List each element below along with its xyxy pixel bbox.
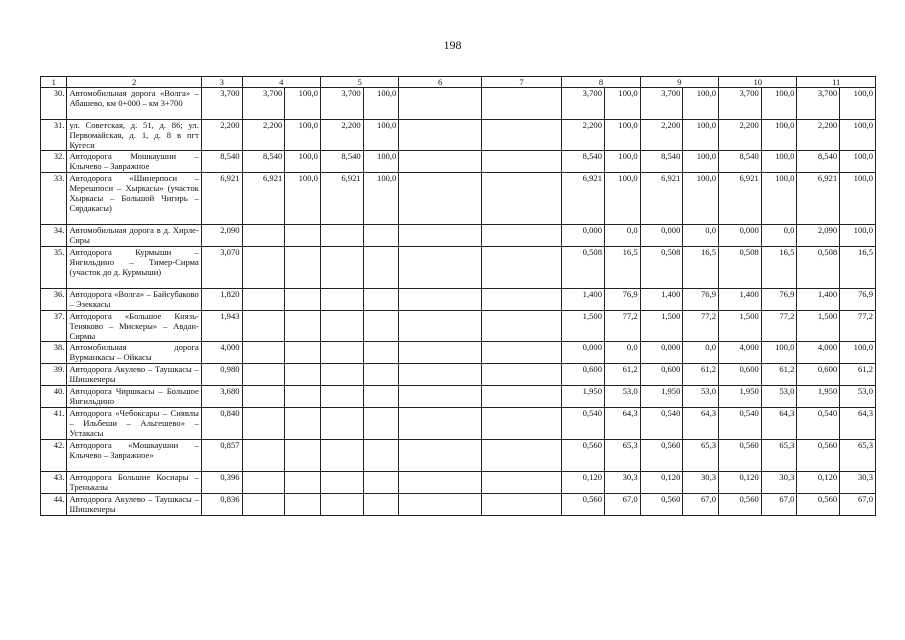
value-cell: 0,600 bbox=[562, 364, 605, 386]
value-cell: 100,0 bbox=[840, 88, 876, 120]
value-cell bbox=[242, 364, 285, 386]
value-cell: 3,700 bbox=[640, 88, 683, 120]
value-cell: 100,0 bbox=[363, 120, 399, 151]
road-name-cell: Автодорога «Большое Князь-Теняково – Мискеры» – Авдан-Сирмы bbox=[67, 311, 201, 342]
value-cell bbox=[320, 408, 363, 440]
value-cell: 0,508 bbox=[640, 247, 683, 289]
value-cell: 100,0 bbox=[285, 151, 321, 173]
value-cell: 16,5 bbox=[605, 247, 641, 289]
empty-cell bbox=[399, 151, 481, 173]
value-cell: 0,560 bbox=[719, 494, 762, 516]
value-cell bbox=[363, 311, 399, 342]
value-cell bbox=[320, 386, 363, 408]
value-cell: 64,3 bbox=[605, 408, 641, 440]
value-cell: 67,0 bbox=[683, 494, 719, 516]
value-cell: 2,090 bbox=[201, 225, 242, 247]
value-cell: 0,600 bbox=[640, 364, 683, 386]
empty-cell bbox=[399, 440, 481, 472]
empty-cell bbox=[399, 408, 481, 440]
value-cell: 1,950 bbox=[797, 386, 840, 408]
value-cell: 16,5 bbox=[840, 247, 876, 289]
empty-cell bbox=[481, 342, 561, 364]
value-cell bbox=[320, 472, 363, 494]
value-cell bbox=[242, 289, 285, 311]
row-index-cell: 39. bbox=[41, 364, 67, 386]
value-cell: 100,0 bbox=[363, 151, 399, 173]
empty-cell bbox=[481, 311, 561, 342]
value-cell: 100,0 bbox=[761, 120, 797, 151]
value-cell bbox=[285, 342, 321, 364]
table-row bbox=[41, 472, 876, 494]
value-cell bbox=[363, 289, 399, 311]
value-cell: 0,560 bbox=[797, 440, 840, 472]
row-index-cell: 31. bbox=[41, 120, 67, 151]
value-cell: 0,560 bbox=[562, 494, 605, 516]
empty-cell bbox=[481, 364, 561, 386]
header-cell: 11 bbox=[797, 77, 876, 88]
value-cell: 1,950 bbox=[562, 386, 605, 408]
row-index-cell: 38. bbox=[41, 342, 67, 364]
value-cell: 16,5 bbox=[683, 247, 719, 289]
value-cell: 61,2 bbox=[605, 364, 641, 386]
value-cell: 0,600 bbox=[719, 364, 762, 386]
value-cell bbox=[320, 364, 363, 386]
empty-cell bbox=[399, 386, 481, 408]
value-cell: 0,0 bbox=[683, 342, 719, 364]
value-cell: 1,400 bbox=[562, 289, 605, 311]
value-cell: 100,0 bbox=[285, 173, 321, 225]
value-cell: 2,200 bbox=[562, 120, 605, 151]
value-cell: 3,700 bbox=[320, 88, 363, 120]
value-cell: 1,500 bbox=[719, 311, 762, 342]
value-cell: 4,000 bbox=[201, 342, 242, 364]
header-cell: 5 bbox=[320, 77, 398, 88]
value-cell: 0,560 bbox=[719, 440, 762, 472]
value-cell: 0,540 bbox=[719, 408, 762, 440]
empty-cell bbox=[481, 440, 561, 472]
empty-cell bbox=[481, 88, 561, 120]
road-name-cell: Автодорога «Шинерпоси – Мерешпоси – Хыркасы» (участок Хыркасы – Большой Чигирь – Сярдакасы) bbox=[67, 173, 201, 225]
empty-cell bbox=[399, 225, 481, 247]
value-cell: 100,0 bbox=[840, 225, 876, 247]
value-cell bbox=[320, 440, 363, 472]
value-cell bbox=[285, 472, 321, 494]
empty-cell bbox=[481, 120, 561, 151]
value-cell: 0,120 bbox=[640, 472, 683, 494]
value-cell bbox=[320, 289, 363, 311]
value-cell: 0,980 bbox=[201, 364, 242, 386]
table-row bbox=[41, 289, 876, 311]
row-index-cell: 34. bbox=[41, 225, 67, 247]
value-cell bbox=[285, 225, 321, 247]
road-name-cell: Автодорога «Чебоксары – Сиявлы – Ильбеши – Альгешево» – Устакасы bbox=[67, 408, 201, 440]
value-cell: 0,840 bbox=[201, 408, 242, 440]
value-cell: 0,120 bbox=[562, 472, 605, 494]
value-cell bbox=[242, 440, 285, 472]
empty-cell bbox=[399, 289, 481, 311]
value-cell: 76,9 bbox=[840, 289, 876, 311]
value-cell: 67,0 bbox=[840, 494, 876, 516]
value-cell: 2,200 bbox=[719, 120, 762, 151]
table-row bbox=[41, 247, 876, 289]
value-cell: 8,540 bbox=[201, 151, 242, 173]
value-cell: 3,700 bbox=[201, 88, 242, 120]
value-cell: 2,200 bbox=[201, 120, 242, 151]
value-cell: 100,0 bbox=[683, 88, 719, 120]
header-cell: 9 bbox=[640, 77, 718, 88]
value-cell: 77,2 bbox=[761, 311, 797, 342]
empty-cell bbox=[481, 472, 561, 494]
empty-cell bbox=[481, 247, 561, 289]
header-cell: 8 bbox=[562, 77, 640, 88]
road-name-cell: Автодорога Чиршкасы – Большое Янгильдино bbox=[67, 386, 201, 408]
empty-cell bbox=[399, 120, 481, 151]
header-cell: 7 bbox=[481, 77, 561, 88]
value-cell: 6,921 bbox=[562, 173, 605, 225]
value-cell: 100,0 bbox=[683, 120, 719, 151]
road-name-cell: Автодорога Курмыши – Янгильдино – Тимер-Сирма (участок до д. Курмыши) bbox=[67, 247, 201, 289]
road-name-cell: Автодорога «Мошкаушни – Клычево – Завражное» bbox=[67, 440, 201, 472]
value-cell: 1,400 bbox=[719, 289, 762, 311]
value-cell: 3,700 bbox=[797, 88, 840, 120]
row-index-cell: 35. bbox=[41, 247, 67, 289]
table-row bbox=[41, 494, 876, 516]
value-cell: 100,0 bbox=[605, 88, 641, 120]
value-cell: 67,0 bbox=[605, 494, 641, 516]
road-name-cell: Автодорога Мошкаушни – Клычево – Завражное bbox=[67, 151, 201, 173]
value-cell: 0,120 bbox=[797, 472, 840, 494]
value-cell: 0,508 bbox=[797, 247, 840, 289]
value-cell bbox=[285, 408, 321, 440]
row-index-cell: 41. bbox=[41, 408, 67, 440]
value-cell: 0,560 bbox=[640, 440, 683, 472]
value-cell: 0,000 bbox=[640, 225, 683, 247]
header-row bbox=[41, 77, 876, 88]
value-cell: 53,0 bbox=[761, 386, 797, 408]
value-cell bbox=[242, 386, 285, 408]
value-cell bbox=[320, 225, 363, 247]
value-cell: 100,0 bbox=[605, 151, 641, 173]
value-cell: 2,090 bbox=[797, 225, 840, 247]
value-cell: 100,0 bbox=[605, 120, 641, 151]
value-cell: 6,921 bbox=[201, 173, 242, 225]
value-cell: 0,560 bbox=[640, 494, 683, 516]
row-index-cell: 44. bbox=[41, 494, 67, 516]
value-cell: 61,2 bbox=[840, 364, 876, 386]
value-cell: 16,5 bbox=[761, 247, 797, 289]
value-cell: 77,2 bbox=[683, 311, 719, 342]
road-name-cell: Автомобильная дорога Вурманкасы – Ойкасы bbox=[67, 342, 201, 364]
empty-cell bbox=[481, 173, 561, 225]
header-cell: 6 bbox=[399, 77, 481, 88]
value-cell: 100,0 bbox=[605, 173, 641, 225]
row-index-cell: 43. bbox=[41, 472, 67, 494]
empty-cell bbox=[481, 408, 561, 440]
value-cell: 8,540 bbox=[640, 151, 683, 173]
value-cell bbox=[285, 440, 321, 472]
table-row bbox=[41, 440, 876, 472]
value-cell: 30,3 bbox=[683, 472, 719, 494]
value-cell: 2,200 bbox=[640, 120, 683, 151]
value-cell: 1,400 bbox=[640, 289, 683, 311]
value-cell: 0,508 bbox=[719, 247, 762, 289]
value-cell: 3,700 bbox=[242, 88, 285, 120]
empty-cell bbox=[399, 311, 481, 342]
table-row bbox=[41, 88, 876, 120]
value-cell: 3,680 bbox=[201, 386, 242, 408]
value-cell: 8,540 bbox=[242, 151, 285, 173]
value-cell bbox=[320, 311, 363, 342]
value-cell bbox=[285, 289, 321, 311]
table-body bbox=[41, 88, 876, 516]
empty-cell bbox=[481, 386, 561, 408]
value-cell: 6,921 bbox=[640, 173, 683, 225]
value-cell: 100,0 bbox=[840, 342, 876, 364]
value-cell: 77,2 bbox=[840, 311, 876, 342]
empty-cell bbox=[481, 151, 561, 173]
value-cell: 61,2 bbox=[761, 364, 797, 386]
header-cell: 4 bbox=[242, 77, 320, 88]
value-cell: 8,540 bbox=[719, 151, 762, 173]
table-row bbox=[41, 364, 876, 386]
value-cell: 100,0 bbox=[840, 173, 876, 225]
value-cell: 3,700 bbox=[719, 88, 762, 120]
value-cell: 0,540 bbox=[640, 408, 683, 440]
table-row bbox=[41, 311, 876, 342]
value-cell bbox=[363, 440, 399, 472]
page-number: 198 bbox=[443, 38, 462, 52]
value-cell: 67,0 bbox=[761, 494, 797, 516]
value-cell: 6,921 bbox=[719, 173, 762, 225]
value-cell bbox=[363, 386, 399, 408]
value-cell: 0,000 bbox=[719, 225, 762, 247]
row-index-cell: 37. bbox=[41, 311, 67, 342]
value-cell bbox=[242, 247, 285, 289]
value-cell: 65,3 bbox=[761, 440, 797, 472]
header-cell: 3 bbox=[201, 77, 242, 88]
value-cell: 0,540 bbox=[797, 408, 840, 440]
value-cell: 100,0 bbox=[363, 173, 399, 225]
value-cell: 0,0 bbox=[605, 342, 641, 364]
value-cell: 2,200 bbox=[797, 120, 840, 151]
road-name-cell: Автодорога «Волга» – Байсубаково – Эзеккасы bbox=[67, 289, 201, 311]
empty-cell bbox=[481, 289, 561, 311]
table-row bbox=[41, 225, 876, 247]
row-index-cell: 30. bbox=[41, 88, 67, 120]
value-cell: 53,0 bbox=[605, 386, 641, 408]
value-cell bbox=[363, 247, 399, 289]
value-cell: 2,200 bbox=[242, 120, 285, 151]
value-cell: 1,500 bbox=[562, 311, 605, 342]
empty-cell bbox=[399, 342, 481, 364]
value-cell: 0,000 bbox=[640, 342, 683, 364]
value-cell: 1,500 bbox=[797, 311, 840, 342]
empty-cell bbox=[399, 247, 481, 289]
value-cell: 77,2 bbox=[605, 311, 641, 342]
value-cell: 30,3 bbox=[605, 472, 641, 494]
table-row bbox=[41, 342, 876, 364]
value-cell: 65,3 bbox=[683, 440, 719, 472]
value-cell: 0,836 bbox=[201, 494, 242, 516]
value-cell: 76,9 bbox=[683, 289, 719, 311]
value-cell bbox=[320, 247, 363, 289]
value-cell: 4,000 bbox=[797, 342, 840, 364]
value-cell bbox=[285, 364, 321, 386]
value-cell: 100,0 bbox=[363, 88, 399, 120]
row-index-cell: 33. bbox=[41, 173, 67, 225]
value-cell: 0,0 bbox=[605, 225, 641, 247]
road-name-cell: Автодорога Большие Косиары – Треньказы bbox=[67, 472, 201, 494]
value-cell: 1,500 bbox=[640, 311, 683, 342]
road-name-cell: Автомобильная дорога «Волга» – Абашево, км 0+000 – км 3+700 bbox=[67, 88, 201, 120]
value-cell: 30,3 bbox=[761, 472, 797, 494]
value-cell bbox=[363, 408, 399, 440]
value-cell: 6,921 bbox=[797, 173, 840, 225]
value-cell: 3,070 bbox=[201, 247, 242, 289]
table-row bbox=[41, 386, 876, 408]
value-cell bbox=[285, 247, 321, 289]
value-cell: 1,820 bbox=[201, 289, 242, 311]
value-cell: 61,2 bbox=[683, 364, 719, 386]
value-cell: 2,200 bbox=[320, 120, 363, 151]
value-cell: 0,0 bbox=[683, 225, 719, 247]
value-cell bbox=[320, 342, 363, 364]
value-cell: 0,0 bbox=[761, 225, 797, 247]
value-cell bbox=[363, 364, 399, 386]
empty-cell bbox=[399, 88, 481, 120]
roads-table bbox=[40, 76, 876, 516]
value-cell: 76,9 bbox=[761, 289, 797, 311]
header-cell: 2 bbox=[67, 77, 201, 88]
value-cell: 1,400 bbox=[797, 289, 840, 311]
value-cell: 100,0 bbox=[761, 151, 797, 173]
value-cell bbox=[363, 472, 399, 494]
value-cell bbox=[242, 472, 285, 494]
value-cell bbox=[285, 311, 321, 342]
value-cell: 8,540 bbox=[320, 151, 363, 173]
road-name-cell: Автодорога Акулево – Таушкасы – Шишкенеры bbox=[67, 494, 201, 516]
value-cell: 0,508 bbox=[562, 247, 605, 289]
road-name-cell: ул. Советская, д. 51, д. 86; ул. Первомайская, д. 1, д. 8 в пгт Кугеси bbox=[67, 120, 201, 151]
value-cell: 64,3 bbox=[840, 408, 876, 440]
table-row bbox=[41, 120, 876, 151]
value-cell: 8,540 bbox=[562, 151, 605, 173]
value-cell: 1,943 bbox=[201, 311, 242, 342]
road-name-cell: Автодорога Акулево – Таушкасы – Шишкенеры bbox=[67, 364, 201, 386]
value-cell: 6,921 bbox=[320, 173, 363, 225]
value-cell: 100,0 bbox=[840, 120, 876, 151]
empty-cell bbox=[399, 494, 481, 516]
value-cell: 53,0 bbox=[840, 386, 876, 408]
value-cell: 4,000 bbox=[719, 342, 762, 364]
row-index-cell: 42. bbox=[41, 440, 67, 472]
row-index-cell: 36. bbox=[41, 289, 67, 311]
value-cell: 0,000 bbox=[562, 342, 605, 364]
empty-cell bbox=[481, 225, 561, 247]
value-cell bbox=[285, 386, 321, 408]
value-cell bbox=[363, 494, 399, 516]
value-cell: 0,000 bbox=[562, 225, 605, 247]
value-cell: 1,950 bbox=[640, 386, 683, 408]
value-cell bbox=[242, 342, 285, 364]
value-cell bbox=[363, 225, 399, 247]
value-cell: 64,3 bbox=[683, 408, 719, 440]
value-cell: 1,950 bbox=[719, 386, 762, 408]
value-cell bbox=[285, 494, 321, 516]
value-cell: 100,0 bbox=[285, 88, 321, 120]
value-cell: 100,0 bbox=[683, 173, 719, 225]
value-cell: 65,3 bbox=[605, 440, 641, 472]
value-cell bbox=[320, 494, 363, 516]
value-cell bbox=[363, 342, 399, 364]
value-cell: 0,396 bbox=[201, 472, 242, 494]
row-index-cell: 32. bbox=[41, 151, 67, 173]
table-row bbox=[41, 408, 876, 440]
value-cell: 6,921 bbox=[242, 173, 285, 225]
value-cell: 65,3 bbox=[840, 440, 876, 472]
header-cell: 1 bbox=[41, 77, 67, 88]
value-cell: 0,120 bbox=[719, 472, 762, 494]
value-cell: 0,857 bbox=[201, 440, 242, 472]
value-cell bbox=[242, 408, 285, 440]
value-cell: 30,3 bbox=[840, 472, 876, 494]
value-cell: 3,700 bbox=[562, 88, 605, 120]
value-cell bbox=[242, 225, 285, 247]
value-cell: 8,540 bbox=[797, 151, 840, 173]
empty-cell bbox=[399, 173, 481, 225]
value-cell: 100,0 bbox=[683, 151, 719, 173]
empty-cell bbox=[399, 364, 481, 386]
value-cell bbox=[242, 311, 285, 342]
value-cell: 100,0 bbox=[761, 342, 797, 364]
value-cell: 100,0 bbox=[761, 88, 797, 120]
table-row bbox=[41, 173, 876, 225]
value-cell: 0,600 bbox=[797, 364, 840, 386]
value-cell: 0,540 bbox=[562, 408, 605, 440]
value-cell: 100,0 bbox=[840, 151, 876, 173]
value-cell: 76,9 bbox=[605, 289, 641, 311]
value-cell: 100,0 bbox=[285, 120, 321, 151]
value-cell: 0,560 bbox=[562, 440, 605, 472]
value-cell: 64,3 bbox=[761, 408, 797, 440]
value-cell bbox=[242, 494, 285, 516]
value-cell: 53,0 bbox=[683, 386, 719, 408]
empty-cell bbox=[481, 494, 561, 516]
value-cell: 100,0 bbox=[761, 173, 797, 225]
row-index-cell: 40. bbox=[41, 386, 67, 408]
table-row bbox=[41, 151, 876, 173]
value-cell: 0,560 bbox=[797, 494, 840, 516]
road-name-cell: Автомобильная дорога в д. Хирле-Сиры bbox=[67, 225, 201, 247]
empty-cell bbox=[399, 472, 481, 494]
header-cell: 10 bbox=[719, 77, 797, 88]
